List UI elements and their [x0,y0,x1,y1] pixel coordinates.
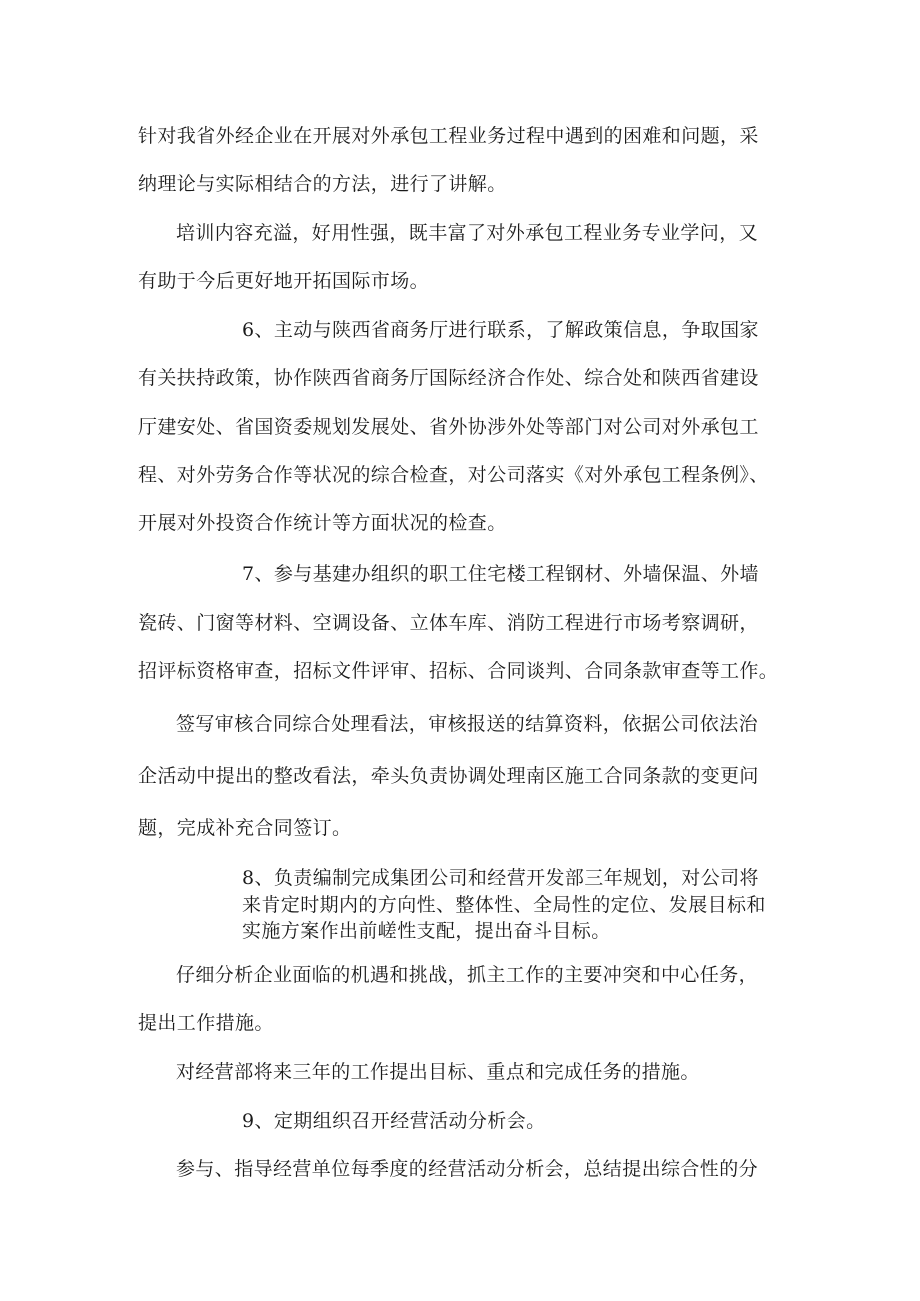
text-line: 厅建安处、省国资委规划发展处、省外协涉外处等部门对公司对外承包工 [138,416,759,438]
text-line: 7、参与基建办组织的职工住宅楼工程钢材、外墙保温、外墙 [242,563,759,585]
text-line: 开展对外投资合作统计等方面状况的检查。 [138,512,507,534]
text-line: 纳理论与实际相结合的方法，进行了讲解。 [138,173,507,195]
text-line: 参与、指导经营单位每季度的经营活动分析会，总结提出综合性的分 [176,1158,759,1180]
text-line: 企活动中提出的整改看法，牵头负责协调处理南区施工合同条款的变更问 [138,765,759,787]
text-line: 招评标资格审查，招标文件评审、招标、合同谈判、合同条款审查等工作。 [138,660,779,682]
text-line: 6、主动与陕西省商务厅进行联系，了解政策信息，争取国家 [242,319,759,341]
text-line: 程、对外劳务合作等状况的综合检查，对公司落实《对外承包工程条例》、 [138,464,769,486]
text-line: 有关扶持政策，协作陕西省商务厅国际经济合作处、综合处和陕西省建设 [138,367,759,389]
text-line: 来肯定时期内的方向性、整体性、全局性的定位、发展目标和 [242,894,766,916]
text-line: 8、负责编制完成集团公司和经营开发部三年规划，对公司将 [242,867,759,889]
text-line: 对经营部将来三年的工作提出目标、重点和完成任务的措施。 [176,1061,700,1083]
text-line: 9、定期组织召开经营活动分析会。 [242,1110,546,1132]
text-line: 题，完成补充合同签订。 [138,817,352,839]
text-line: 瓷砖、门窗等材料、空调设备、立体车库、消防工程进行市场考察调研， [138,612,759,634]
text-line: 签写审核合同综合处理看法，审核报送的结算资料，依据公司依法治 [176,713,759,735]
text-line: 有助于今后更好地开拓国际市场。 [138,270,430,292]
text-line: 针对我省外经企业在开展对外承包工程业务过程中遇到的困难和问题，采 [138,125,759,147]
text-line: 培训内容充溢，好用性强，既丰富了对外承包工程业务专业学问，又 [176,222,759,244]
text-line: 提出工作措施。 [138,1012,274,1034]
text-line: 实施方案作出前嵯性支配，提出奋斗目标。 [242,920,611,942]
text-line: 仔细分析企业面临的机遇和挑战，抓主工作的主要冲突和中心任务， [176,964,759,986]
